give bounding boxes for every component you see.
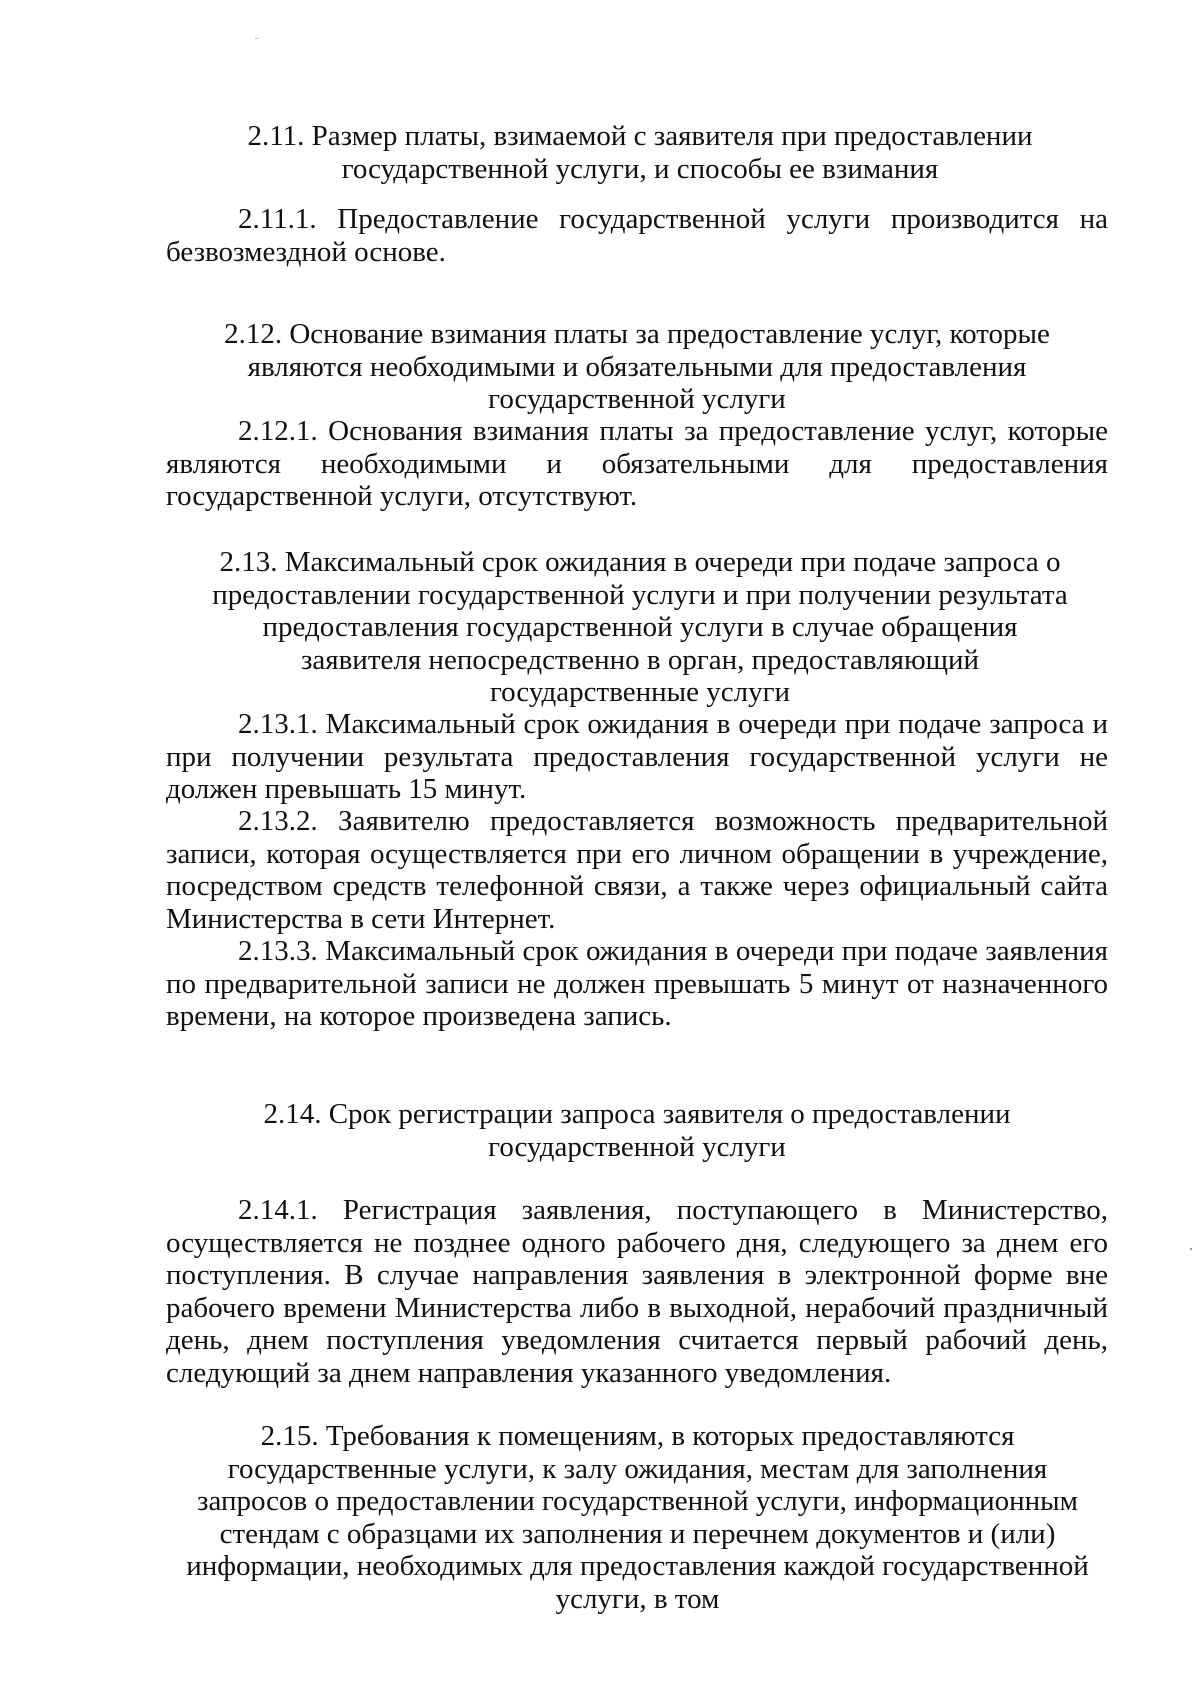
heading-2-13: 2.13. Максимальный срок ожидания в очереди при подаче запроса о предоставлении государственной услуги и при получении результата предоставления государственной услуги в случае обращения заявителя непосредственно в орган, предоставляющий государственные услуги — [212, 546, 1068, 708]
heading-2-14: 2.14. Срок регистрации запроса заявителя о предоставлении государственной услуги — [263, 1098, 1011, 1163]
scan-speck-right — [1190, 1248, 1192, 1250]
heading-2-15: 2.15. Требования к помещениям, в которых предоставляются государственные услуги, к залу ожидания, местам для заполнения запросов о предоставлении государственной услуги, информационным стендам с образцами их заполнения и перечнем документов и (или) информации, необходимых для предоставления каждой государственной услуги, в том — [186, 1420, 1089, 1615]
scan-speck — [255, 38, 258, 39]
paragraph-2-13-2: 2.13.2. Заявителю предоставляется возможность предварительной записи, которая осуществляется при его личном обращении в учреждение, посредством средств телефонной связи, а также через официальный сайта Министерства в сети Интернет. — [166, 805, 1108, 935]
heading-2-12: 2.12. Основание взимания платы за предоставление услуг, которые являются необходимыми и обязательными для предоставления государственной услуги — [224, 318, 1050, 415]
paragraph-2-14-1: 2.14.1. Регистрация заявления, поступающего в Министерство, осуществляется не позднее одного рабочего дня, следующего за днем его поступления. В случае направления заявления в электронной форме вне рабочего времени Министерства либо в выходной, нерабочий праздничный день, днем поступления уведомления считается первый рабочий день, следующий за днем направления указанного уведомления. — [166, 1194, 1108, 1389]
paragraph-2-12-1: 2.12.1. Основания взимания платы за предоставление услуг, которые являются необходимыми и обязательными для предоставления государственной услуги, отсутствуют. — [166, 415, 1108, 512]
paragraph-2-13-1: 2.13.1. Максимальный срок ожидания в очереди при подаче запроса и при получении результата предоставления государственной услуги не должен превышать 15 минут. — [166, 708, 1108, 805]
paragraph-2-13-3: 2.13.3. Максимальный срок ожидания в очереди при подаче заявления по предварительной записи не должен превышать 5 минут от назначенного времени, на которое произведена запись. — [166, 935, 1108, 1032]
paragraph-2-11-1: 2.11.1. Предоставление государственной услуги производится на безвозмездной основе. — [166, 203, 1108, 268]
heading-2-11: 2.11. Размер платы, взимаемой с заявителя при предоставлении государственной услуги, и способы ее взимания — [247, 120, 1033, 185]
